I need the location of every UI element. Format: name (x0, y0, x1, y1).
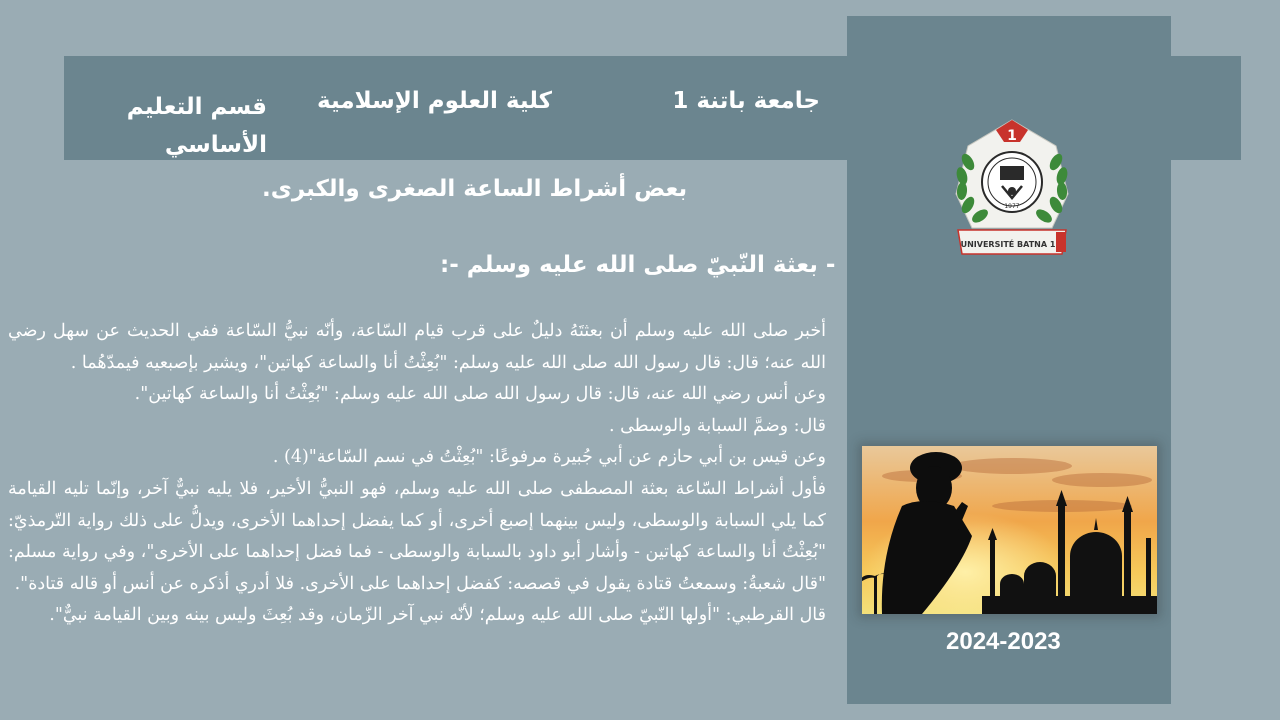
paragraph: قال: وضمَّ السبابة والوسطى . (608, 415, 826, 436)
department-name: قسم التعليم الأساسي (126, 94, 267, 158)
section-heading: - بعثة النّبيّ صلى الله عليه وسلم -: (440, 252, 836, 278)
logo-year: 1977 (1004, 203, 1020, 210)
mosque-prayer-image (862, 446, 1157, 614)
faculty-name: كلية العلوم الإسلامية (317, 88, 552, 114)
paragraph: قال القرطبي: "أولها النّبيّ صلى الله عليه وسلم؛ لأنّه نبي آخر الزّمان، وقد بُعِثَ وليس بينه وبين القيامة نبيٌّ". (49, 605, 826, 626)
paragraph: فأول أشراط السّاعة بعثة المصطفى صلى الله عليه وسلم، فهو النبيُّ الأخير، فلا يليه نبيٌّ آخر، وإنّما تليه القيامة كما يلي السبابة والوسطى، وليس بينهما إصبع أخرى، أو كما يفضل إحداهما الأخرى، ويدلُّ على ذلك رواية التّرمذيّ: "بُعِثْتُ أنا والساعة كهاتين - وأشار أبو داود بالسبابة والوسطى - فما فضل إحداهما على الأخرى"، وفي رواية مسلم: "قال شعبةُ: وسمعتُ قتادة يقول في قصصه: كفضل إحداهما على الأخرى. فلا أدري أذكره عن أنس أو قاله قتادة". (8, 478, 826, 594)
logo-latin-text: UNIVERSITÉ BATNA 1 (960, 240, 1056, 249)
lecture-title: بعض أشراط الساعة الصغرى والكبرى. (262, 176, 688, 202)
university-name: جامعة باتنة 1 (672, 88, 820, 114)
body-text (8, 316, 826, 720)
logo-top-number: 1 (1007, 128, 1017, 144)
academic-year: 2024-2023 (946, 628, 1061, 655)
paragraph: أخبر صلى الله عليه وسلم أن بعثتَهُ دليلٌ على قرب قيام السّاعة، وأنّه نبيُّ السّاعة ففي الحديث عن سهل رضي الله عنه؛ قال: قال رسول الله صلى الله عليه وسلم: "بُعِثْتُ أنا والساعة كهاتين"، ويشير بإصبعيه فيمدّهُما . (8, 321, 826, 373)
paragraph: وعن أنس رضي الله عنه، قال: قال رسول الله صلى الله عليه وسلم: "بُعِثْتُ أنا والساعة كهاتين". (134, 384, 826, 405)
university-logo (944, 116, 1080, 260)
paragraph: وعن قيس بن أبي حازم عن أبي جُبيرة مرفوعًا: "بُعِثْتُ في نسم السّاعة"(4) . (272, 447, 826, 468)
